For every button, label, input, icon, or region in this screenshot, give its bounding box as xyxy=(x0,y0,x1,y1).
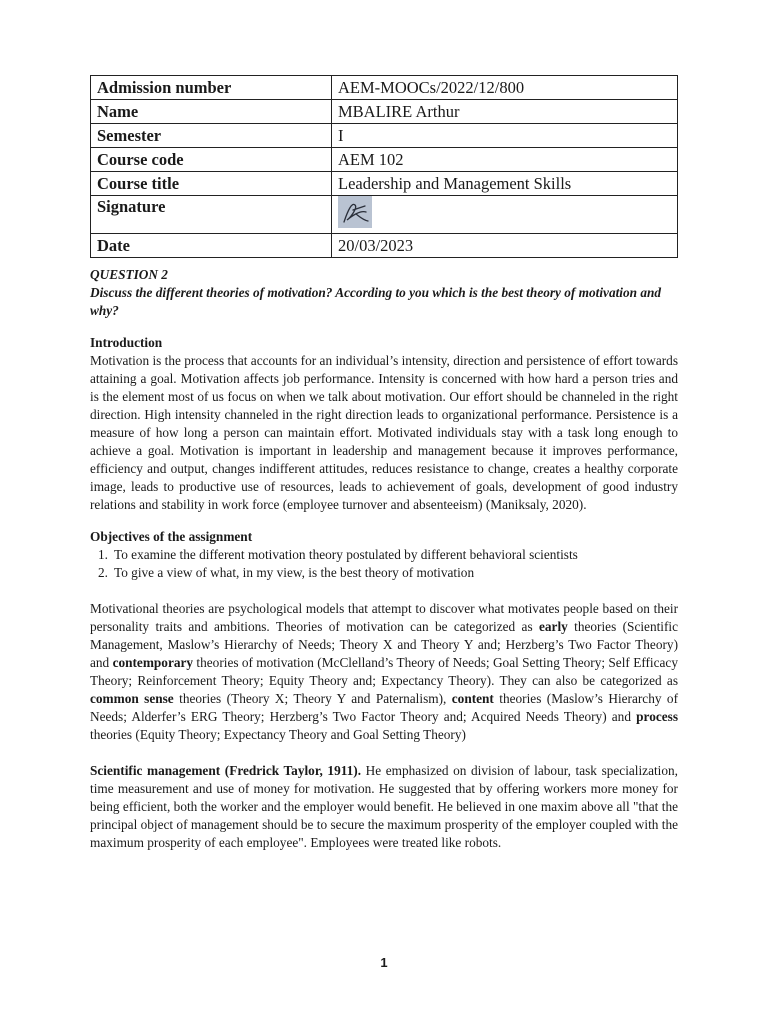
name-label: Name xyxy=(91,100,332,124)
table-row xyxy=(91,148,678,172)
student-info-table xyxy=(90,75,678,258)
introduction-heading: Introduction xyxy=(90,335,163,350)
scientific-management-heading: Scientific management (Fredrick Taylor, 1911). xyxy=(90,763,362,778)
table-row xyxy=(91,172,678,196)
date-label: Date xyxy=(91,234,332,258)
list-number: 1. xyxy=(98,547,108,562)
admission-number-value: AEM-MOOCs/2022/12/800 xyxy=(332,76,678,100)
emphasis-process: process xyxy=(636,709,678,724)
course-code-value: AEM 102 xyxy=(332,148,678,172)
emphasis-contemporary: contemporary xyxy=(112,655,194,670)
theories-text: theories (Maslow’s Hierarchy of Needs; Alderfer’s ERG Theory; Herzberg’s Two Factor Theory and; Acquired Needs Theory) and xyxy=(90,691,679,724)
admission-number-label: Admission number xyxy=(91,76,332,100)
document-body xyxy=(90,266,678,852)
theories-paragraph xyxy=(90,600,678,744)
signature-cell xyxy=(332,196,678,234)
course-title-value: Leadership and Management Skills xyxy=(332,172,678,196)
objectives-list xyxy=(90,546,678,582)
date-value: 20/03/2023 xyxy=(332,234,678,258)
theories-text: theories (Equity Theory; Expectancy Theory and Goal Setting Theory) xyxy=(90,727,466,742)
course-title-label: Course title xyxy=(91,172,332,196)
scientific-management-text: He emphasized on division of labour, task specialization, time measurement and use of money for motivation. He suggested that by offering workers more money for being efficient, both the worker and the employer would benefit. He believed in one maxim above all "that the principal object of management should be to secure the maximum prosperity of the employer coupled with the maximum prosperity of each employee". Employees were treated like robots. xyxy=(90,763,678,850)
objectives-heading: Objectives of the assignment xyxy=(90,529,253,544)
signature-label: Signature xyxy=(91,196,332,234)
semester-label: Semester xyxy=(91,124,332,148)
course-code-label: Course code xyxy=(91,148,332,172)
semester-value: I xyxy=(332,124,678,148)
introduction-paragraph: Motivation is the process that accounts for an individual’s intensity, direction and persistence of effort towards attaining a goal. Motivation affects job performance. Intensity is concerned with how hard a person tries and is the element most of us focus on when we talk about motivation. Our effort should be channeled in the right direction. High intensity channeled in the right direction leads to organizational performance. Persistence is a measure of how long a person can maintain effort. Motivated individuals stay with a task long enough to achieve a goal. Motivation is important in leadership and management because it improves performance, efficiency and output, changes indifferent attitudes, reduces resistance to change, creates a healthy corporate image, leads to productive use of resources, leads to achievement of goals, development of good industry relations and stability in work force (employee turnover and absenteeism) (Maniksaly, 2020). xyxy=(90,353,678,512)
name-value: MBALIRE Arthur xyxy=(332,100,678,124)
table-row xyxy=(91,196,678,234)
table-row xyxy=(91,234,678,258)
scientific-management-paragraph xyxy=(90,762,678,852)
table-row xyxy=(91,124,678,148)
list-item xyxy=(90,546,678,564)
table-row xyxy=(91,76,678,100)
theories-text: theories (Scientific Management, Maslow’s Hierarchy of Needs; Theory X and Theory Y and; Herzberg’s Two Factor Theory) and xyxy=(90,619,679,670)
signature-image xyxy=(338,196,372,228)
emphasis-early: early xyxy=(539,619,568,634)
emphasis-common-sense: common sense xyxy=(90,691,174,706)
theories-text: theories of motivation (McClelland’s Theory of Needs; Goal Setting Theory; Self Efficacy Theory; Reinforcement Theory; Equity Theory and; Expectancy Theory). They can also be categorized as xyxy=(90,655,678,688)
list-item xyxy=(90,564,678,582)
question-text: Discuss the different theories of motivation? According to you which is the best theory of motivation and why? xyxy=(90,285,662,318)
objective-text: To give a view of what, in my view, is the best theory of motivation xyxy=(114,565,475,580)
table-row xyxy=(91,100,678,124)
theories-text: theories (Theory X; Theory Y and Paternalism), xyxy=(173,691,452,706)
theories-text: Motivational theories are psychological models that attempt to discover what motivates people based on their personality traits and ambitions. Theories of motivation can be categorized as xyxy=(90,601,678,634)
objective-text: To examine the different motivation theory postulated by different behavioral scientists xyxy=(114,547,578,562)
list-number: 2. xyxy=(98,565,108,580)
page-number: 1 xyxy=(380,955,388,970)
emphasis-content: content xyxy=(451,691,494,706)
question-heading: QUESTION 2 xyxy=(90,267,168,282)
